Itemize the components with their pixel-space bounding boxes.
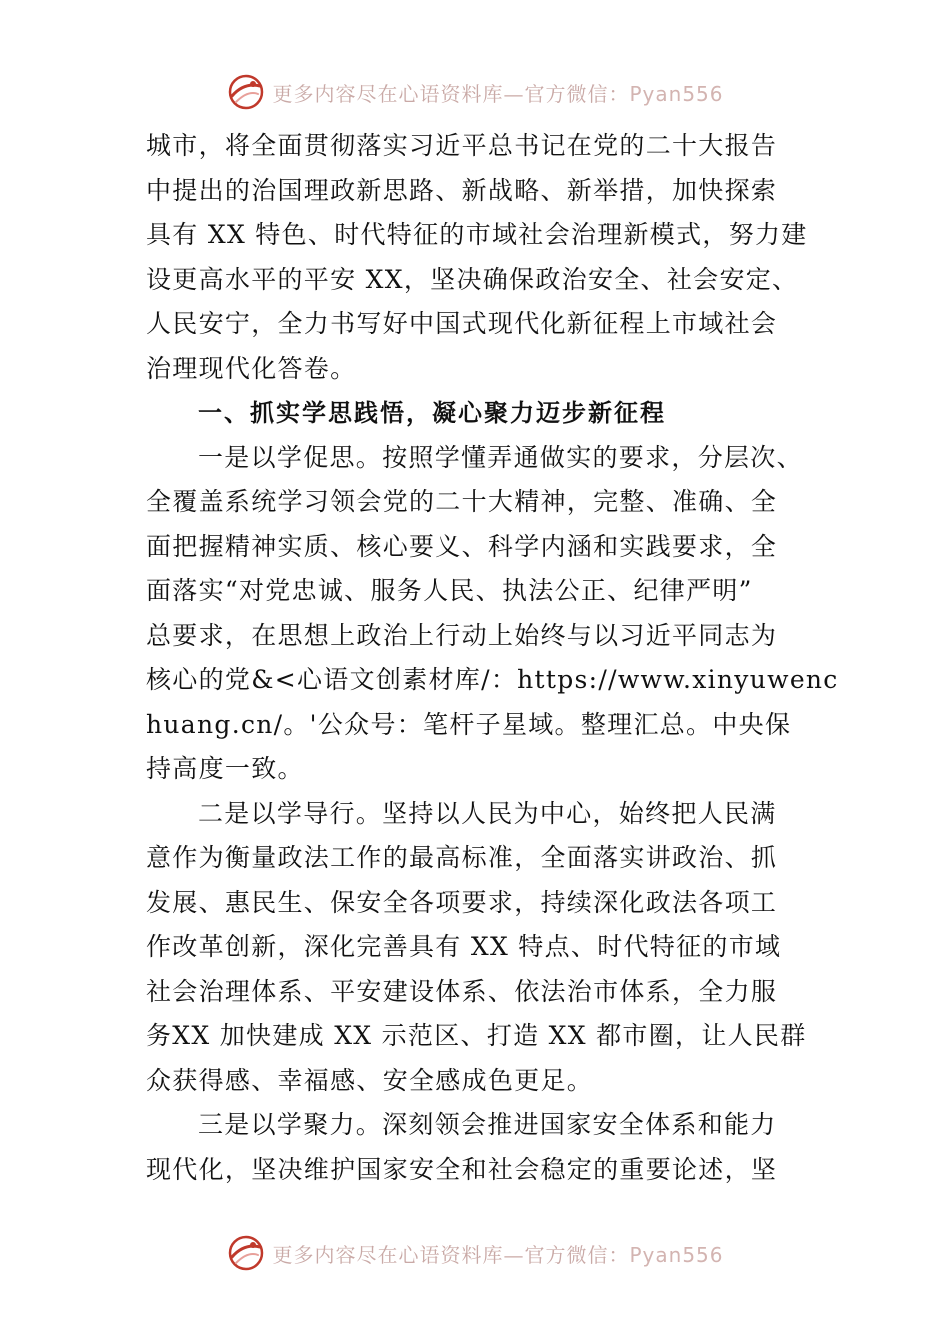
text-line: 意作为衡量政法工作的最高标准，全面落实讲政治、抓: [146, 843, 778, 872]
logo-icon: [226, 72, 266, 112]
paragraph-start: 二是以学导行。坚持以人民为中心，始终把人民满: [198, 798, 777, 828]
text-line: 核心的党&<心语文创素材库/：https://www.xinyuwenc: [146, 665, 839, 694]
text-line: 全覆盖系统学习领会党的二十大精神，完整、准确、全: [146, 487, 778, 516]
text-line: 发展、惠民生、保安全各项要求，持续深化政法各项工: [146, 887, 778, 917]
paragraph-start: 一是以学促思。按照学懂弄通做实的要求，分层次、: [198, 442, 803, 472]
text-line: 面把握精神实质、核心要义、科学内涵和实践要求，全: [146, 531, 778, 561]
logo-icon: [226, 1233, 266, 1273]
watermark-footer: [0, 1231, 950, 1275]
paragraph-start: 三是以学聚力。深刻领会推进国家安全体系和能力: [198, 1110, 777, 1139]
section-heading: 一、抓实学思践悟，凝心聚力迈步新征程: [198, 399, 666, 427]
text-line: 治理现代化答卷。: [146, 353, 357, 383]
watermark-text: 更多内容尽在心语资料库—官方微信：Pyan556: [272, 81, 724, 106]
text-line: 具有 XX 特色、时代特征的市域社会治理新模式，努力建: [146, 220, 808, 249]
text-line: 总要求，在思想上政治上行动上始终与以习近平同志为: [146, 620, 778, 650]
text-line: 持高度一致。: [146, 754, 304, 783]
text-line: 社会治理体系、平安建设体系、依法治市体系，全力服: [146, 976, 778, 1006]
text-line: huang.cn/。'公众号：笔杆子星域。整理汇总。中央保: [146, 709, 792, 739]
text-line: 务XX 加快建成 XX 示范区、打造 XX 都市圈，让人民群: [146, 1021, 807, 1050]
watermark-header: [0, 70, 950, 114]
text-line: 现代化，坚决维护国家安全和社会稳定的重要论述，坚: [146, 1154, 778, 1184]
text-line: 人民安宁，全力书写好中国式现代化新征程上市域社会: [146, 309, 778, 338]
document-body: [146, 124, 839, 1192]
text-line: 众获得感、幸福感、安全感成色更足。: [146, 1065, 594, 1095]
text-line: 面落实“对党忠诚、服务人民、执法公正、纪律严明”: [146, 576, 753, 605]
text-line: 中提出的治国理政新思路、新战略、新举措，加快探索: [146, 175, 778, 205]
text-line: 城市，将全面贯彻落实习近平总书记在党的二十大报告: [146, 131, 778, 160]
text-line: 作改革创新，深化完善具有 XX 特点、时代特征的市域: [146, 932, 782, 961]
watermark-text: 更多内容尽在心语资料库—官方微信：Pyan556: [272, 1242, 724, 1267]
text-line: 设更高水平的平安 XX，坚决确保政治安全、社会安定、: [146, 264, 799, 294]
